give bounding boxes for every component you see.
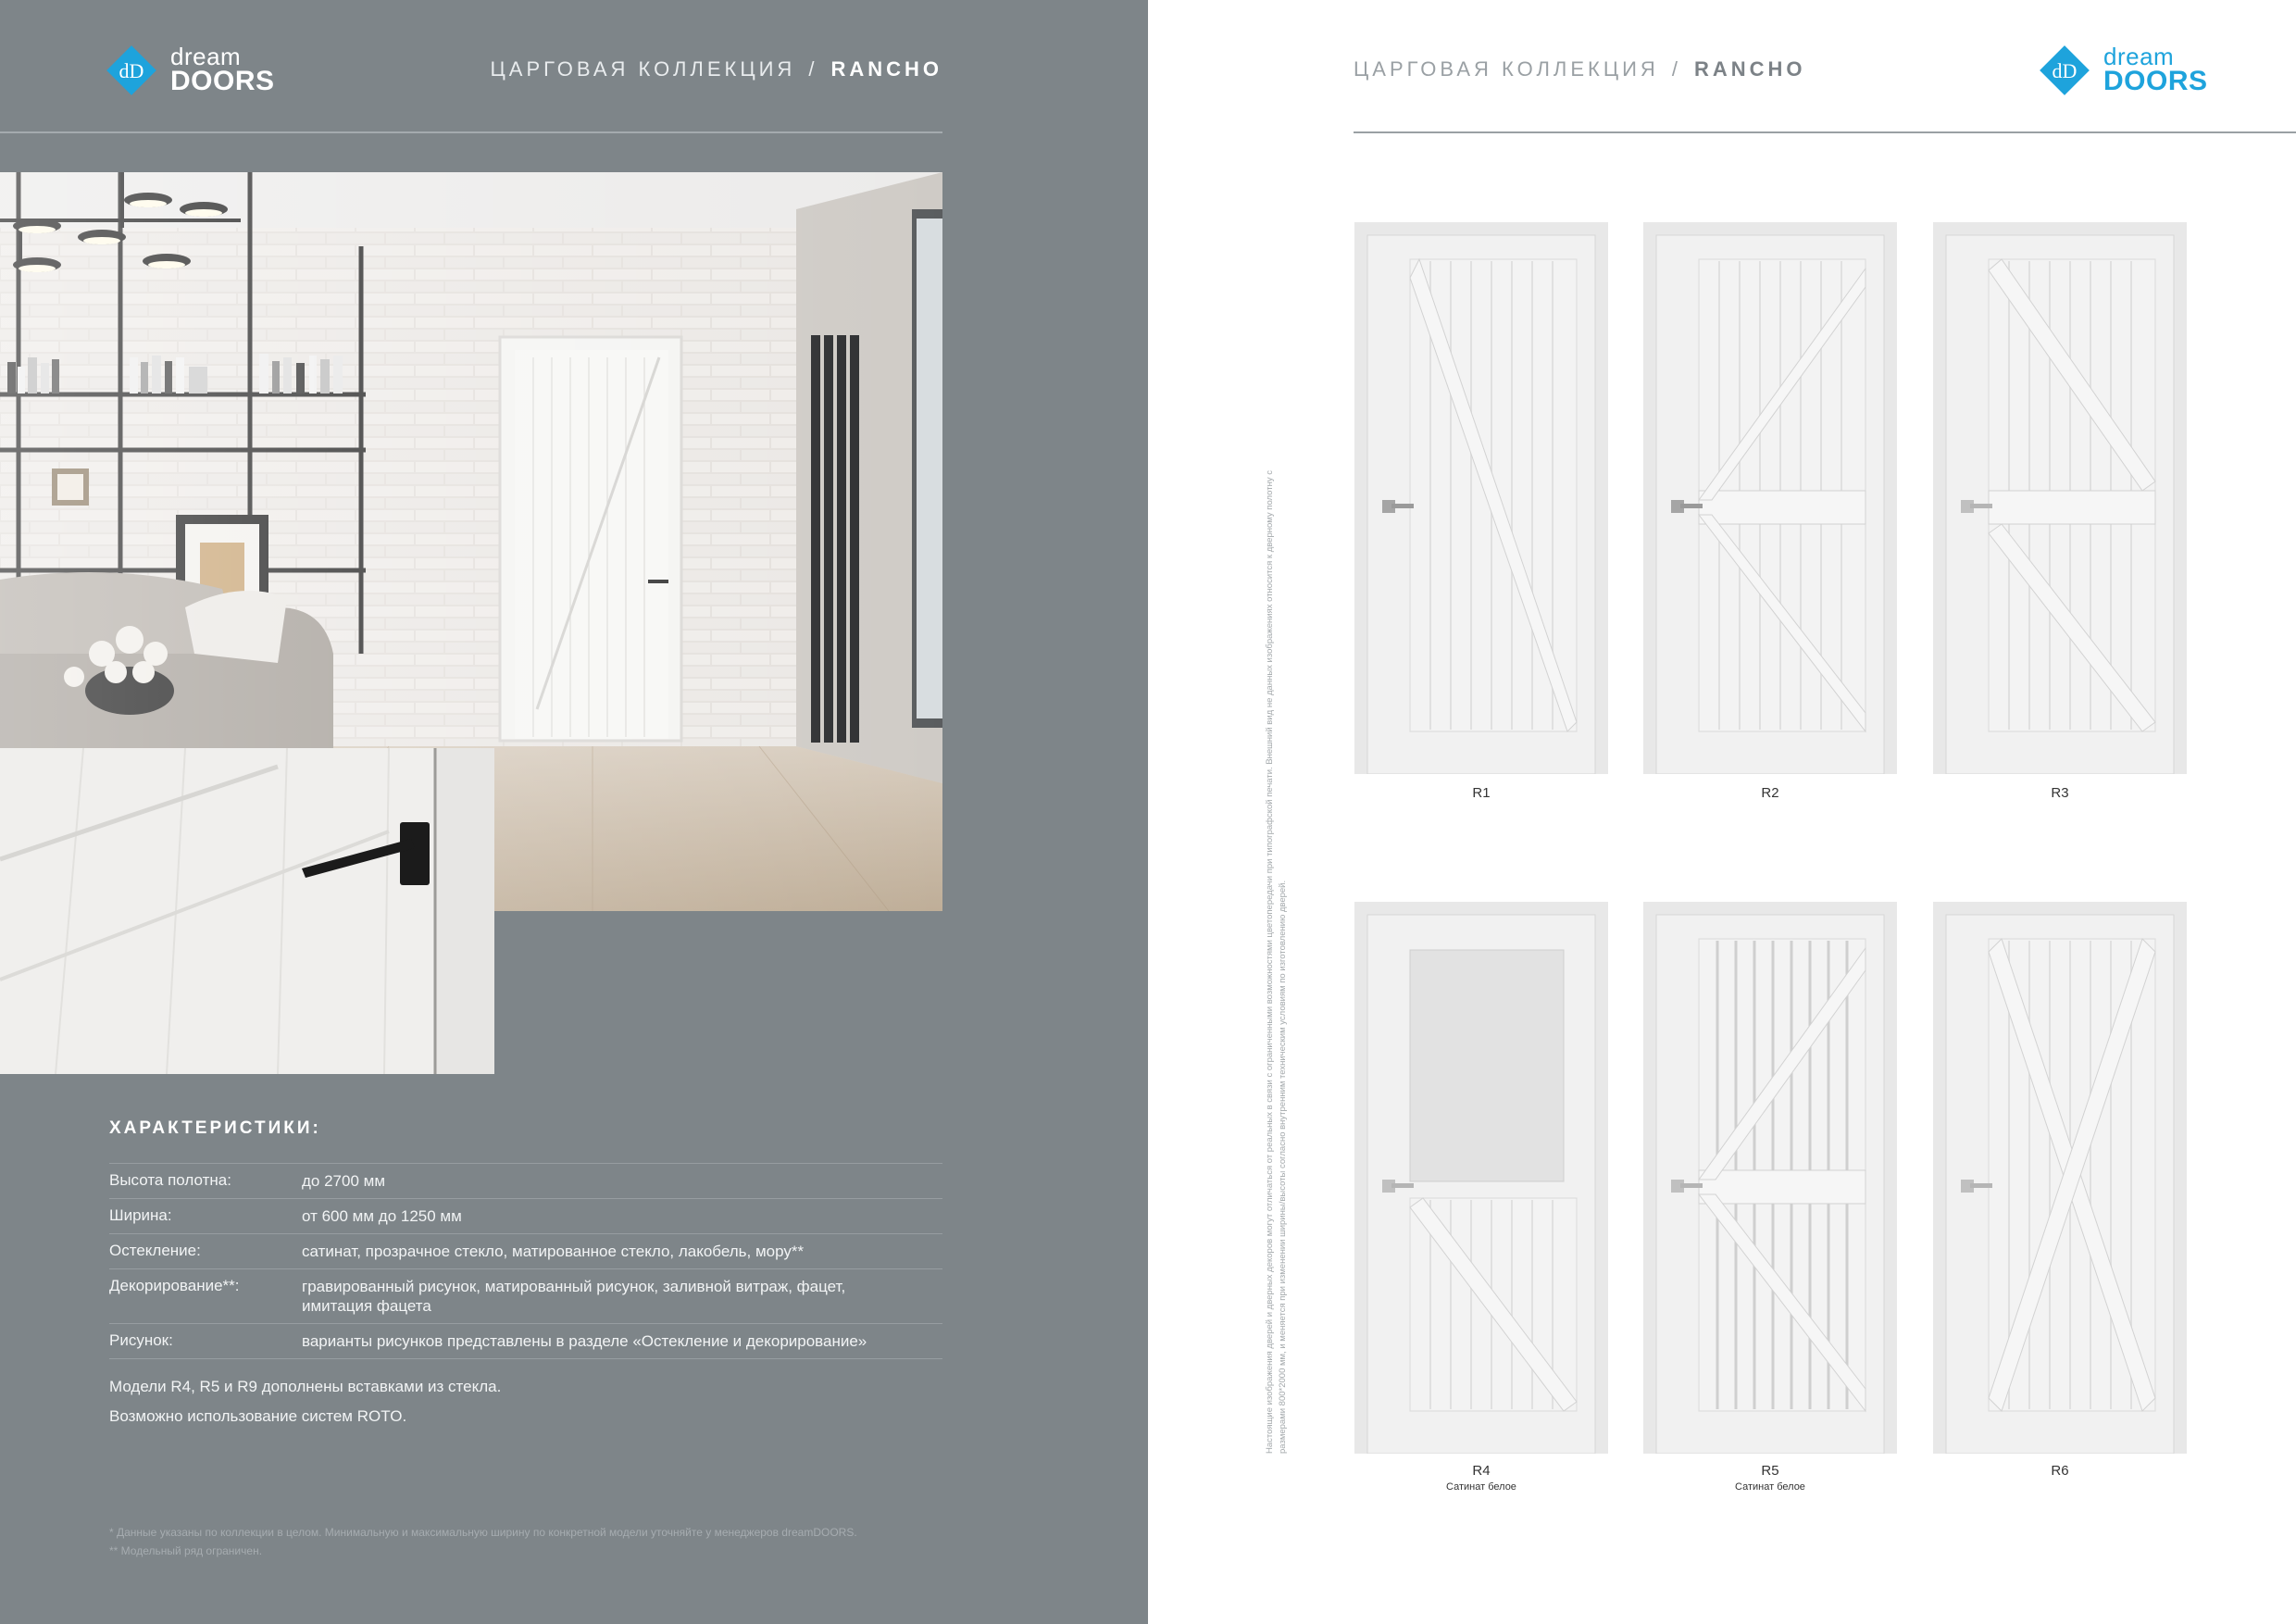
spec-row-pattern	[109, 1323, 942, 1359]
door-r3-image[interactable]	[1933, 222, 2187, 774]
svg-text:dD: dD	[119, 59, 144, 82]
spec-label: Высота полотна:	[109, 1171, 231, 1189]
door-r5-label: R5	[1761, 1463, 1779, 1479]
door-r5-image[interactable]	[1643, 902, 1897, 1454]
door-r2-image[interactable]	[1643, 222, 1897, 774]
door-r4-image[interactable]	[1354, 902, 1608, 1454]
disclaimer-vertical-text: Настоящие изображения дверей и дверных декоров могут отличаться от реальных в связи с ограниченными возможностями цветопередачи при типографской печати. Внешний вид не данных изображениях относится к дверному полотну с размерами 800*2000 мм, и меняется при изменении ширины/высоты согласно внутренним техническим условиям по изготовлению дверей.	[1265, 470, 1288, 1454]
collection-name: ЦАРГОВАЯ КОЛЛЕКЦИЯ	[490, 57, 796, 81]
collection-header	[1354, 57, 1806, 81]
logo-word-bottom: DOORS	[170, 66, 275, 97]
header-separator: /	[808, 57, 818, 81]
door-r4-label: R4	[1472, 1463, 1491, 1479]
collection-name: ЦАРГОВАЯ КОЛЛЕКЦИЯ	[1354, 57, 1659, 81]
model-name: RANCHO	[830, 57, 942, 81]
door-r6-image[interactable]	[1933, 902, 2187, 1454]
note-glass-inserts: Модели R4, R5 и R9 дополнены вставками из стекла.	[109, 1378, 502, 1395]
spec-label: Рисунок:	[109, 1331, 173, 1349]
logo-word-top: dream	[2103, 43, 2175, 71]
header-separator: /	[1671, 57, 1681, 81]
dream-doors-logo-icon	[2039, 44, 2090, 96]
specs-title: ХАРАКТЕРИСТИКИ:	[109, 1118, 321, 1138]
door-r1-image[interactable]	[1354, 222, 1608, 774]
spec-label: Декорирование**:	[109, 1277, 240, 1294]
logo-word-bottom: DOORS	[2103, 66, 2208, 97]
svg-text:dD: dD	[2052, 59, 2078, 82]
logo-word-top: dream	[170, 43, 242, 71]
spec-value: сатинат, прозрачное стекло, матированное стекло, лакобель, мору**	[302, 1243, 805, 1260]
spec-row-width	[109, 1198, 942, 1233]
handle-closeup-photo	[0, 748, 494, 1074]
door-r1-label: R1	[1472, 785, 1491, 801]
spec-label: Ширина:	[109, 1206, 172, 1224]
specs-table	[109, 1163, 942, 1359]
brand-logo[interactable]	[106, 44, 275, 96]
dream-doors-logo-icon	[106, 44, 157, 96]
spec-value: варианты рисунков представлены в разделе «Остекление и декорирование»	[302, 1332, 867, 1350]
spec-value: до 2700 мм	[302, 1172, 386, 1190]
spec-row-decoration	[109, 1268, 942, 1323]
footnote-1: * Данные указаны по коллекции в целом. Минимальную и максимальную ширину по конкретной модели уточняйте у менеджеров dreamDOORS.	[109, 1526, 857, 1539]
spec-row-glazing	[109, 1233, 942, 1268]
header-divider	[0, 131, 942, 133]
brand-logo[interactable]	[2039, 44, 2208, 96]
note-roto: Возможно использование систем ROTO.	[109, 1407, 407, 1425]
footnote-2: ** Модельный ряд ограничен.	[109, 1544, 263, 1557]
collection-header	[491, 57, 943, 81]
spec-label: Остекление:	[109, 1242, 201, 1259]
door-r4-glass: Сатинат белое	[1446, 1481, 1516, 1493]
door-r5-glass: Сатинат белое	[1735, 1481, 1805, 1493]
spec-value: от 600 мм до 1250 мм	[302, 1207, 462, 1225]
header-divider	[1354, 131, 2296, 133]
door-r6-label: R6	[2051, 1463, 2069, 1479]
spec-row-height	[109, 1163, 942, 1198]
door-r2-label: R2	[1761, 785, 1779, 801]
spec-value: гравированный рисунок, матированный рисунок, заливной витраж, фацет, имитация фацета	[302, 1278, 846, 1315]
door-r3-label: R3	[2051, 785, 2069, 801]
model-name: RANCHO	[1693, 57, 1806, 81]
